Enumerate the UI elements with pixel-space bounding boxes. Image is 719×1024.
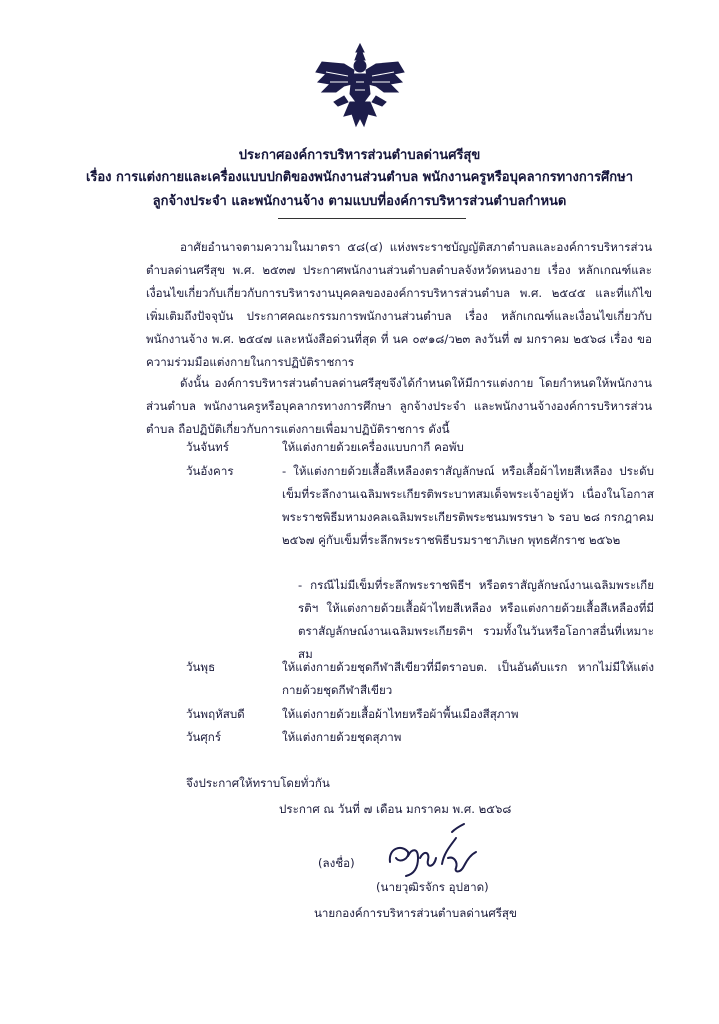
subject-line-1: เรื่อง การแต่งกายและเครื่องแบบปกติของพนักงานส่วนตำบล พนักงานครูหรือบุคลากรทางการศึกษา [85, 170, 634, 185]
signer-name: (นายวุฒิรจักร อุปฮาด) [376, 880, 489, 894]
wednesday-text: ให้แต่งกายด้วยชุดกีฬาสีเขียวที่มีตราอบต. เป็นอันดับแรก หากไม่มีให้แต่งกายด้วยชุดกีฬาสีเขียว [282, 660, 654, 697]
signature-label: (ลงชื่อ) [318, 856, 355, 870]
body-paragraph-2: ดังนั้น องค์การบริหารส่วนตำบลด่านศรีสุขจึงได้กำหนดให้มีการแต่งกาย โดยกำหนดให้พนักงานส่วนตำบล พนักงานครูหรือบุคลากรทางการศึกษา ลูกจ้างประจำ และพนักงานจ้างองค์การบริหารส่วนตำบล ถือปฏิบัติเกี่ยวกับการแต่งกายเพื่อมาปฏิบัติราชการ ดังนี้ [146, 376, 652, 436]
body-paragraph-1: อาศัยอำนาจตามความในมาตรา ๕๘(๔) แห่งพระราชบัญญัติสภาตำบลและองค์การบริหารส่วนตำบลด่านศรีสุข พ.ศ. ๒๕๓๗ ประกาศพนักงานส่วนตำบลตำบลจังหวัดหนองาย เรื่อง หลักเกณฑ์และเงื่อนไขเกี่ยวกับเกี่ยวกับการบริหารงานบุคคลขององค์การบริหารส่วนตำบล พ.ศ. ๒๕๔๕ และที่แก้ไขเพิ่มเติมถึงปัจจุบัน ประกาศคณะกรรมการพนักงานส่วนตำบล เรื่อง หลักเกณฑ์และเงื่อนไขเกี่ยวกับพนักงานจ้าง พ.ศ. ๒๕๔๗ และหนังสือด่วนที่สุด ที่ นค ๐๙๑๘/ว๒๓ ลงวันที่ ๗ มกราคม ๒๕๖๘ เรื่อง ขอความร่วมมือแต่งกายในการปฏิบัติราชการ [146, 240, 652, 369]
closing-statement: จึงประกาศให้ทราบโดยทั่วกัน [186, 776, 330, 790]
title-divider [278, 218, 466, 219]
monday-text: ให้แต่งกายด้วยเครื่องแบบกากี คอพับ [282, 440, 464, 454]
friday-label: วันศุกร์ [186, 730, 222, 744]
tuesday-text-1: - ให้แต่งกายด้วยเสื้อสีเหลืองตราสัญลักษณ์ หรือเสื้อผ้าไทยสีเหลือง ประดับเข็มที่ระลึกงานเฉลิมพระเกียรติพระบาทสมเด็จพระเจ้าอยู่หัว เนื่องในโอกาสพระราชพิธีมหามงคลเฉลิมพระเกียรติพระชนมพรรษา ๖ รอบ ๒๘ กรกฎาคม ๒๕๖๗ คู่กับเข็มที่ระลึกพระราชพิธีบรมราชาภิเษก พุทธศักราช ๒๕๖๒ [282, 464, 654, 547]
thursday-label: วันพฤหัสบดี [186, 707, 245, 721]
monday-label: วันจันทร์ [186, 440, 230, 454]
thursday-text: ให้แต่งกายด้วยเสื้อผ้าไทยหรือผ้าพื้นเมืองสีสุภาพ [282, 707, 519, 721]
announcement-date: ประกาศ ณ วันที่ ๗ เดือน มกราคม พ.ศ. ๒๕๖๘ [279, 802, 512, 816]
subject-line-2: ลูกจ้างประจำ และพนักงานจ้าง ตามแบบที่องค์การบริหารส่วนตำบลกำหนด [152, 194, 567, 209]
friday-text: ให้แต่งกายด้วยชุดสุภาพ [282, 730, 402, 744]
wednesday-label: วันพุธ [186, 660, 216, 674]
tuesday-label: วันอังคาร [186, 464, 234, 478]
announcement-title: ประกาศองค์การบริหารส่วนตำบลด่านศรีสุข [238, 148, 481, 163]
tuesday-text-2: - กรณีไม่มีเข็มที่ระลึกพระราชพิธีฯ หรือตราสัญลักษณ์งานเฉลิมพระเกียรติฯ ให้แต่งกายด้วยเสื้อผ้าไทยสีเหลือง หรือแต่งกายด้วยเสื้อสีเหลืองที่มีตราสัญลักษณ์งานเฉลิมพระเกียรติฯ รวมทั้งในวันหรือโอกาสอื่นที่เหมาะสม [298, 578, 654, 661]
signer-position: นายกองค์การบริหารส่วนตำบลด่านศรีสุข [314, 906, 517, 920]
garuda-emblem-icon [314, 42, 406, 130]
